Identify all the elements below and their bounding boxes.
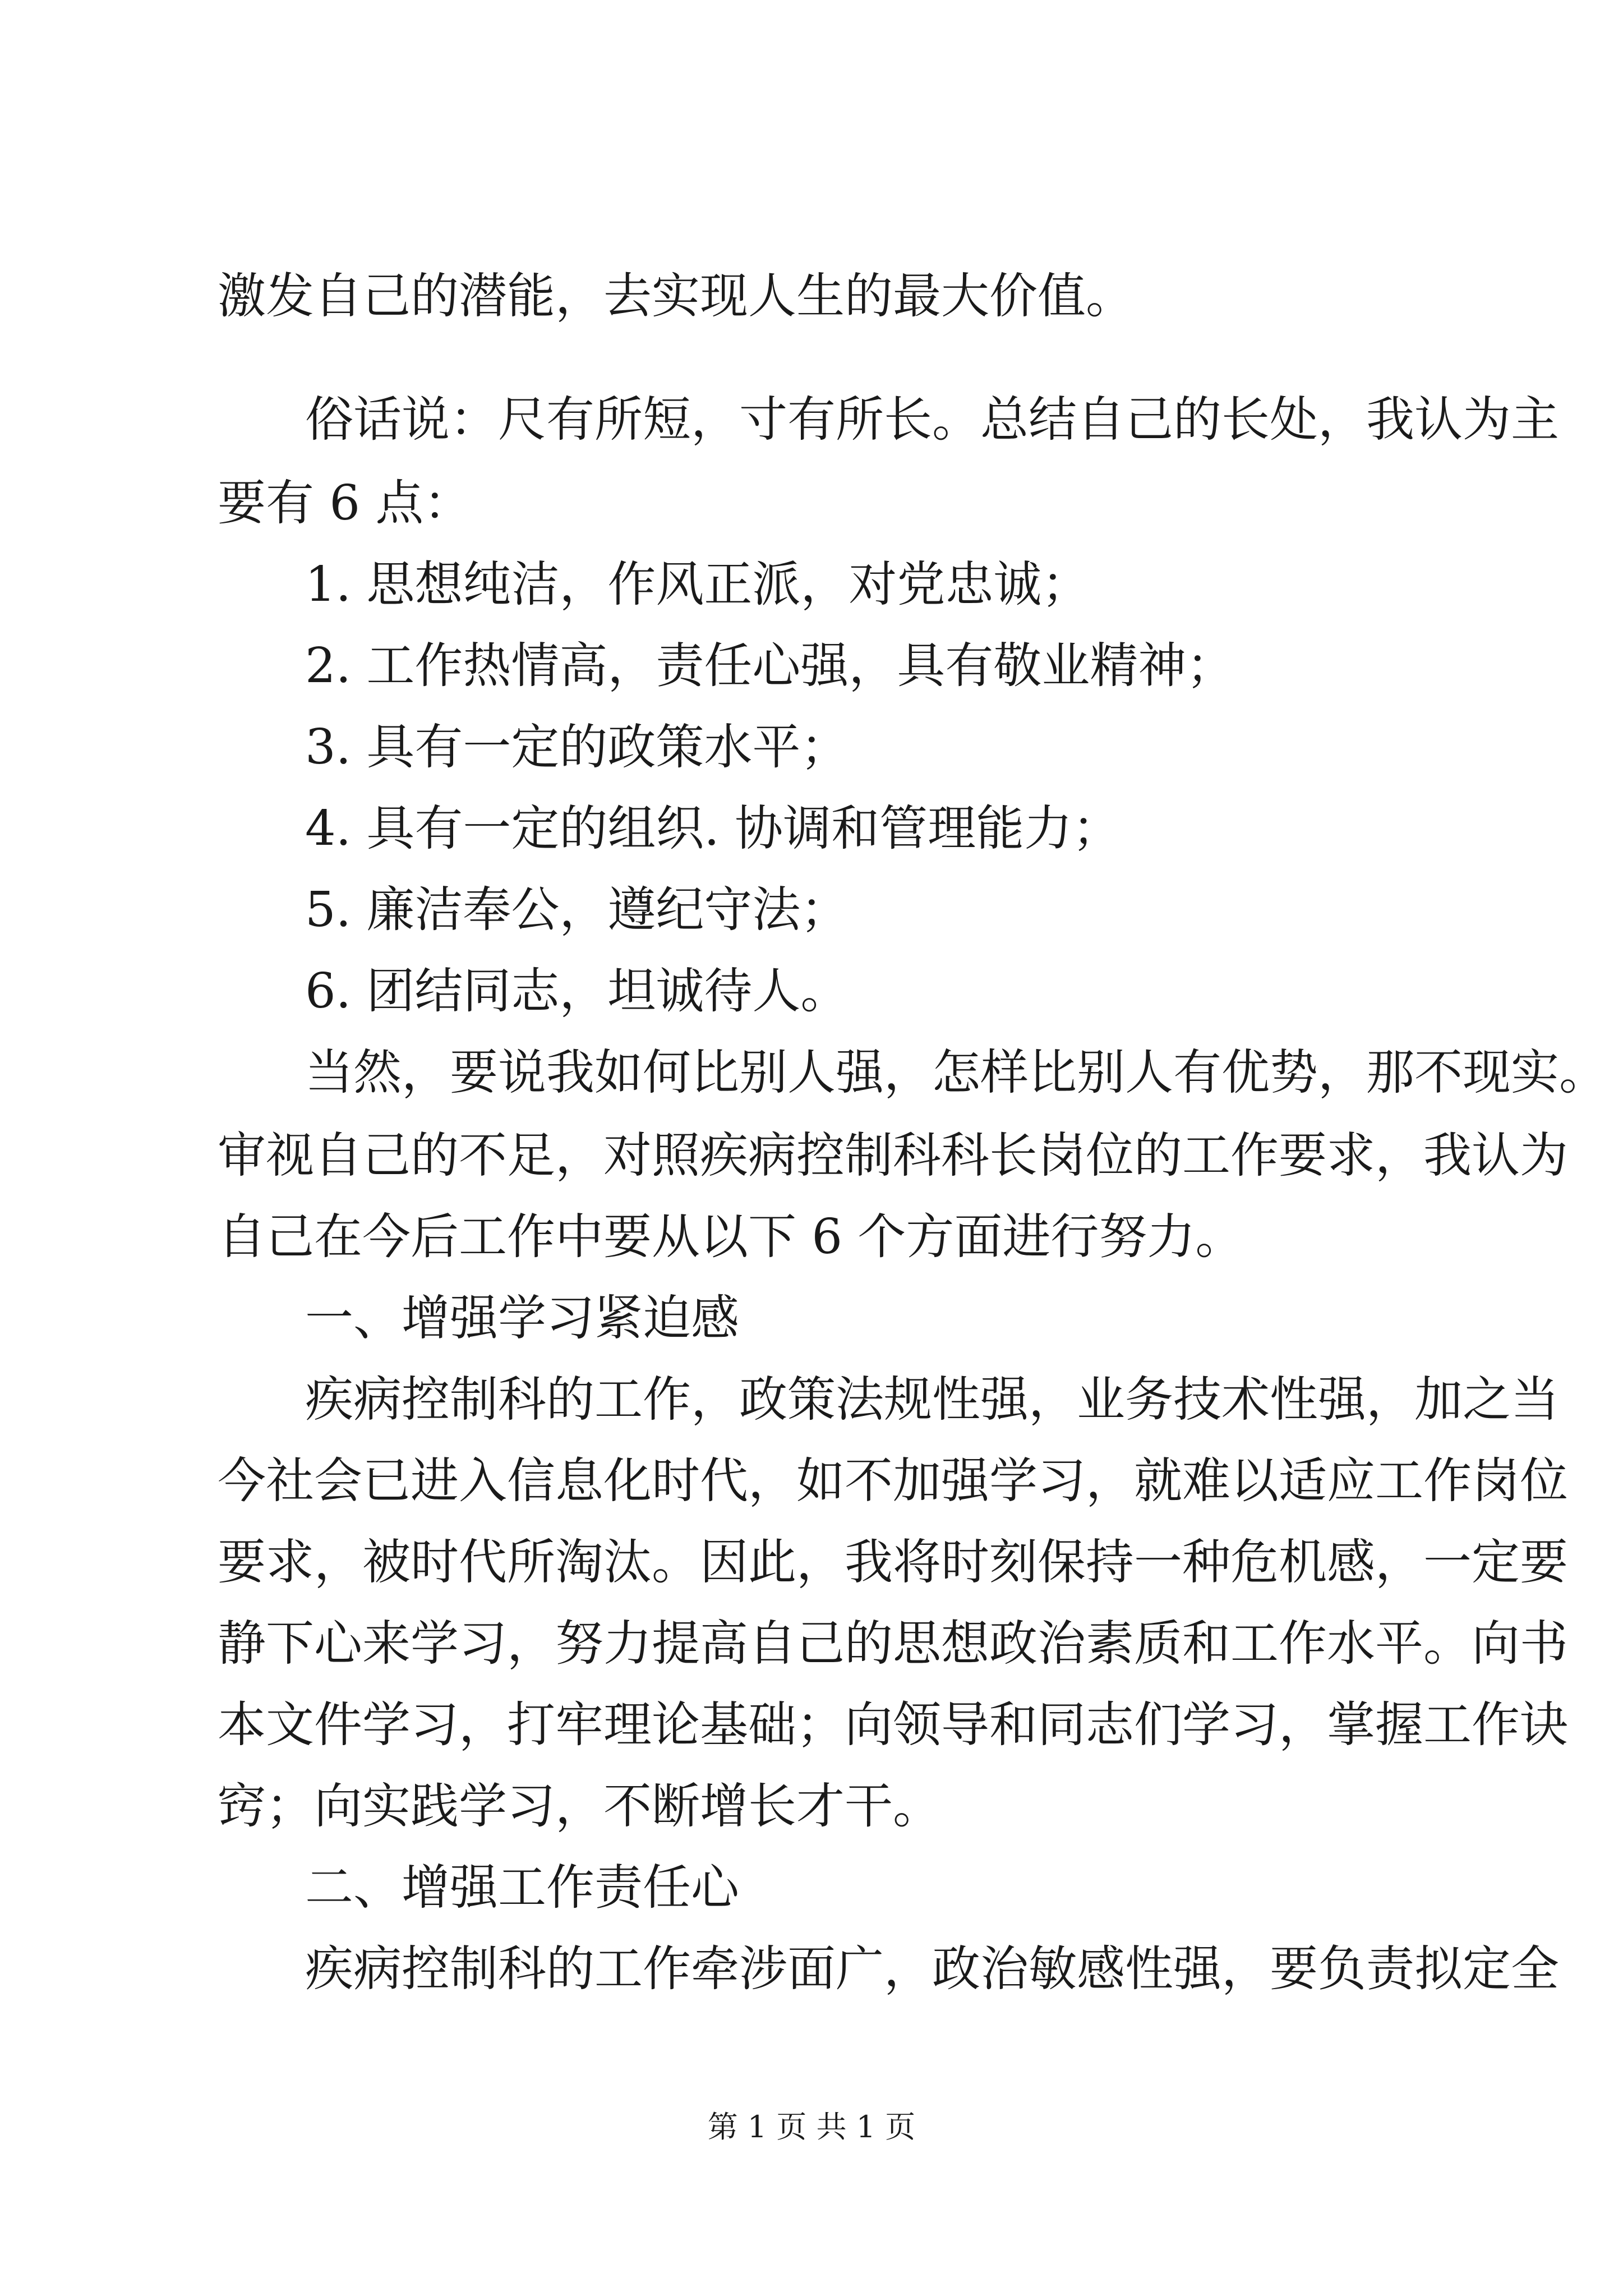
body-text: 要有 6 点： bbox=[218, 475, 472, 531]
body-text: 俗话说：尺有所短，寸有所长。总结自己的长处，我认为主 bbox=[305, 392, 1559, 448]
body-line bbox=[0, 1114, 1623, 1198]
section-heading-text: 二、增强工作责任心 bbox=[305, 1860, 739, 1916]
body-text: 疾病控制科的工作，政策法规性强，业务技术性强，加之当 bbox=[305, 1372, 1559, 1428]
body-line bbox=[0, 1602, 1623, 1686]
list-item-line bbox=[0, 949, 1623, 1033]
body-line bbox=[0, 378, 1623, 462]
body-text: 自己在今后工作中要从以下 6 个方面进行努力。 bbox=[218, 1209, 1244, 1265]
body-text: 今社会已进入信息化时代，如不加强学习，就难以适应工作岗位 bbox=[218, 1453, 1568, 1509]
list-item-text: 4. 具有一定的组织. 协调和管理能力； bbox=[305, 800, 1121, 857]
section-heading bbox=[0, 1276, 1623, 1360]
body-line bbox=[0, 1195, 1623, 1279]
body-text: 要求，被时代所淘汰。因此，我将时刻保持一种危机感，一定要 bbox=[218, 1534, 1568, 1590]
body-line bbox=[0, 1358, 1623, 1442]
body-line bbox=[0, 1927, 1623, 2011]
list-item-line bbox=[0, 786, 1623, 871]
list-item-line bbox=[0, 868, 1623, 952]
list-item-line bbox=[0, 542, 1623, 627]
body-line bbox=[0, 1520, 1623, 1604]
body-text: 审视自己的不足，对照疾病控制科科长岗位的工作要求，我认为 bbox=[218, 1128, 1568, 1184]
page-footer: 第 1 页 共 1 页 bbox=[707, 2109, 916, 2145]
list-item-line bbox=[0, 705, 1623, 789]
body-line bbox=[0, 1439, 1623, 1523]
body-text: 当然，要说我如何比别人强，怎样比别人有优势，那不现实。 bbox=[305, 1045, 1607, 1101]
body-text: 窍；向实践学习，不断增长才干。 bbox=[218, 1778, 941, 1834]
body-line bbox=[0, 461, 1623, 545]
list-item-text: 2. 工作热情高，责任心强，具有敬业精神； bbox=[305, 638, 1235, 694]
body-line bbox=[0, 1683, 1623, 1767]
body-text: 疾病控制科的工作牵涉面广，政治敏感性强，要负责拟定全 bbox=[305, 1941, 1559, 1997]
section-heading bbox=[0, 1846, 1623, 1930]
list-item-text: 3. 具有一定的政策水平； bbox=[305, 719, 849, 775]
body-line bbox=[0, 1764, 1623, 1848]
body-text: 本文件学习，打牢理论基础；向领导和同志们学习，掌握工作诀 bbox=[218, 1697, 1568, 1753]
body-line bbox=[0, 1030, 1623, 1115]
list-item-line bbox=[0, 624, 1623, 708]
list-item-text: 6. 团结同志，坦诚待人。 bbox=[305, 963, 849, 1019]
body-line bbox=[0, 254, 1623, 338]
body-text: 激发自己的潜能，去实现人生的最大价值。 bbox=[218, 268, 1134, 324]
body-text: 静下心来学习，努力提高自己的思想政治素质和工作水平。向书 bbox=[218, 1616, 1568, 1672]
section-heading-text: 一、增强学习紧迫感 bbox=[305, 1290, 739, 1346]
list-item-text: 1. 思想纯洁，作风正派，对党忠诚； bbox=[305, 556, 1090, 613]
list-item-text: 5. 廉洁奉公，遵纪守法； bbox=[305, 882, 849, 938]
